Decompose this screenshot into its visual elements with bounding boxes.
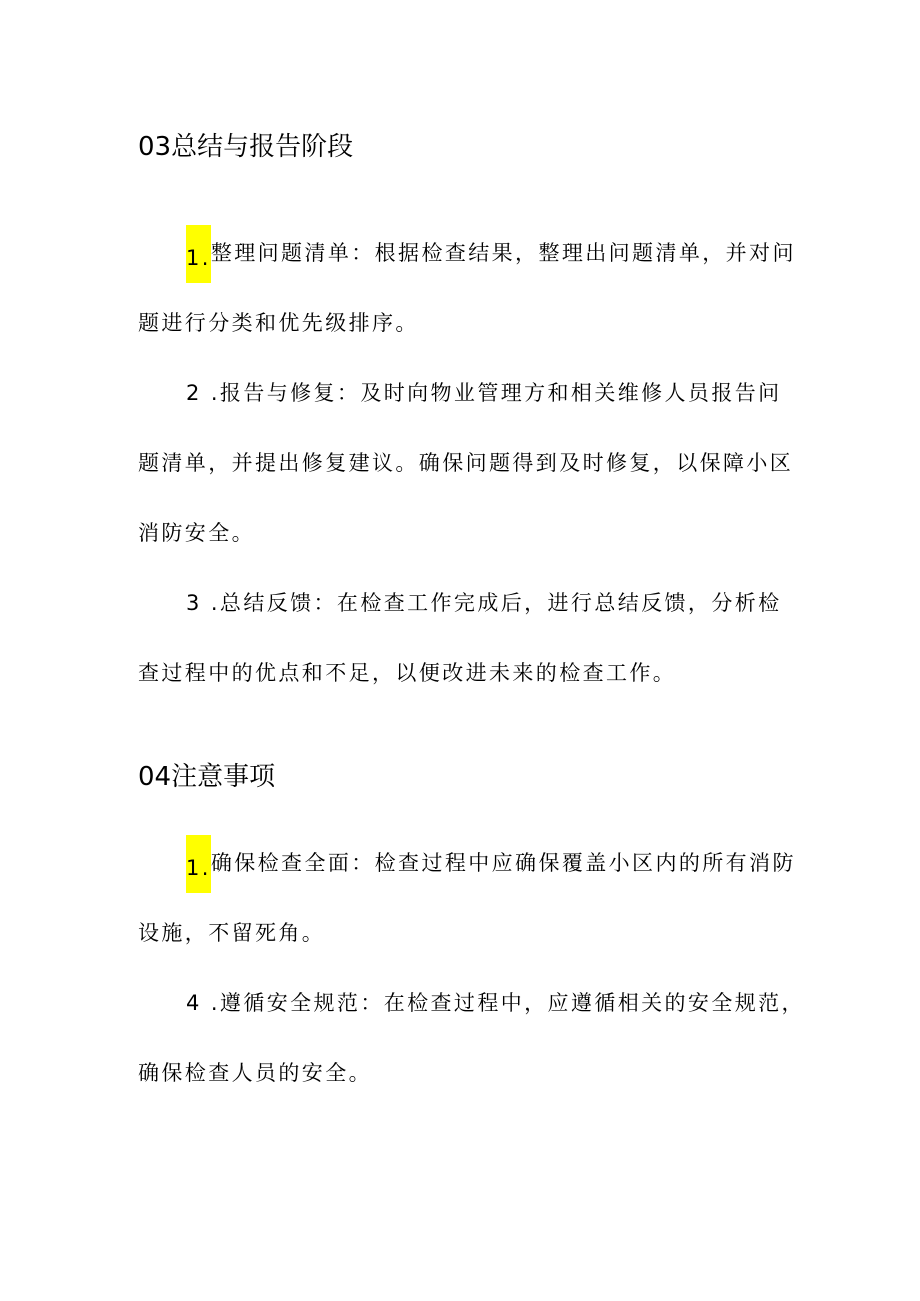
highlighted-item-number: 1.: [186, 225, 211, 283]
paragraph-line: [138, 218, 796, 288]
paragraph-line: 查过程中的优点和不足，以便改进未来的检查工作。: [138, 661, 677, 685]
paragraph-text: 整理问题清单：根据检查结果，整理出问题清单，并对问: [210, 241, 796, 265]
paragraph-summary-feedback: [138, 568, 786, 708]
paragraph-issue-list: [138, 218, 796, 358]
paragraph-text: 确保检查全面：检查过程中应确保覆盖小区内的所有消防: [210, 851, 796, 875]
paragraph-line: [138, 968, 805, 1038]
paragraph-line: 消防安全。: [138, 521, 255, 545]
section-heading-summary: 03总结与报告阶段: [138, 132, 354, 162]
paragraph-line: [138, 828, 796, 898]
paragraph-line: [138, 358, 786, 428]
paragraph-text: 报告与修复：及时向物业管理方和相关维修人员报告问: [219, 381, 782, 405]
paragraph-safety-rules: [138, 968, 805, 1108]
paragraph-text: 总结反馈：在检查工作完成后，进行总结反馈，分析检: [219, 591, 782, 615]
paragraph-line: 题清单，并提出修复建议。确保问题得到及时修复，以保障小区: [138, 451, 794, 475]
paragraph-line: [138, 568, 786, 638]
paragraph-report-repair: [138, 358, 794, 568]
paragraph-line: 确保检查人员的安全。: [138, 1061, 372, 1085]
item-number: 2 .: [186, 381, 220, 405]
paragraph-text: 遵循安全规范：在检查过程中，应遵循相关的安全规范，: [219, 991, 805, 1015]
highlighted-item-number: 1.: [186, 835, 211, 893]
item-number: 3 .: [186, 591, 220, 615]
item-number: 4 .: [186, 991, 220, 1015]
paragraph-comprehensive-check: [138, 828, 796, 968]
paragraph-line: 题进行分类和优先级排序。: [138, 311, 419, 335]
section-heading-notes: 04注意事项: [138, 762, 276, 792]
paragraph-line: 设施，不留死角。: [138, 921, 326, 945]
